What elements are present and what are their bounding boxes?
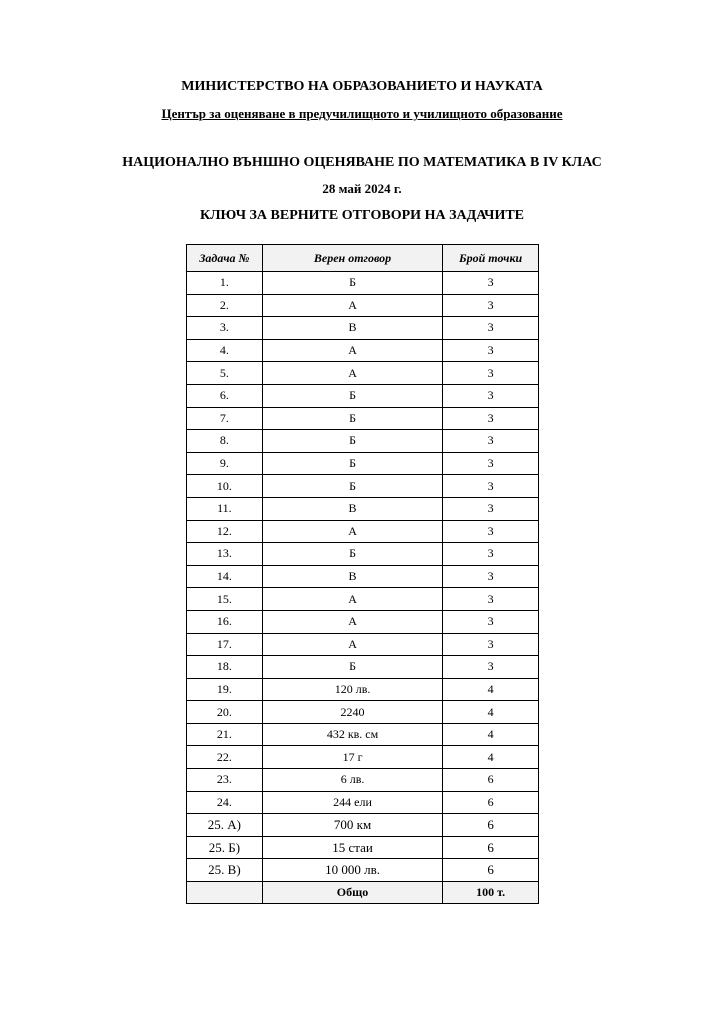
correct-answer: 700 км (262, 814, 442, 837)
table-row (187, 339, 539, 362)
table-row (187, 384, 539, 407)
table-row (187, 746, 539, 769)
points: 6 (443, 814, 539, 837)
exam-date: 28 май 2024 г. (322, 181, 402, 196)
table-row (187, 543, 539, 566)
task-number: 2. (187, 294, 263, 317)
total-row (187, 882, 539, 904)
task-number: 12. (187, 520, 263, 543)
task-number: 5. (187, 362, 263, 385)
table-row (187, 701, 539, 724)
task-number: 17. (187, 633, 263, 656)
correct-answer: В (262, 317, 442, 340)
points: 3 (443, 543, 539, 566)
task-number: 8. (187, 430, 263, 453)
correct-answer: А (262, 610, 442, 633)
exam-title: НАЦИОНАЛНО ВЪНШНО ОЦЕНЯВАНЕ ПО МАТЕМАТИКА В IV КЛАС (122, 155, 602, 170)
task-number: 20. (187, 701, 263, 724)
task-number: 16. (187, 610, 263, 633)
points: 3 (443, 656, 539, 679)
correct-answer: А (262, 588, 442, 611)
correct-answer: А (262, 294, 442, 317)
task-number: 3. (187, 317, 263, 340)
table-row (187, 656, 539, 679)
points: 3 (443, 339, 539, 362)
center-subheading: Център за оценяване в предучилищното и училищното образование (161, 106, 563, 121)
task-number: 25. А) (187, 814, 263, 837)
correct-answer: Б (262, 272, 442, 295)
total-label: Общо (262, 882, 442, 904)
table-row (187, 497, 539, 520)
points: 3 (443, 497, 539, 520)
table-row (187, 588, 539, 611)
points: 3 (443, 520, 539, 543)
total-points: 100 т. (443, 882, 539, 904)
points: 4 (443, 723, 539, 746)
table-row (187, 791, 539, 814)
column-header-answer: Верен отговор (262, 245, 442, 272)
task-number: 13. (187, 543, 263, 566)
task-number: 6. (187, 384, 263, 407)
points: 3 (443, 610, 539, 633)
points: 3 (443, 362, 539, 385)
task-number: 18. (187, 656, 263, 679)
table-row (187, 633, 539, 656)
points: 6 (443, 836, 539, 859)
table-row (187, 430, 539, 453)
points: 3 (443, 633, 539, 656)
correct-answer: 6 лв. (262, 769, 442, 792)
correct-answer: Б (262, 384, 442, 407)
points: 4 (443, 701, 539, 724)
ministry-heading: МИНИСТЕРСТВО НА ОБРАЗОВАНИЕТО И НАУКАТА (181, 79, 543, 94)
task-number: 9. (187, 452, 263, 475)
table-row (187, 859, 539, 882)
table-row (187, 362, 539, 385)
correct-answer: Б (262, 475, 442, 498)
points: 4 (443, 746, 539, 769)
points: 3 (443, 272, 539, 295)
points: 3 (443, 294, 539, 317)
correct-answer: 17 г (262, 746, 442, 769)
table-row (187, 317, 539, 340)
points: 3 (443, 384, 539, 407)
column-header-task: Задача № (187, 245, 263, 272)
task-number: 19. (187, 678, 263, 701)
points: 6 (443, 859, 539, 882)
total-empty-cell (187, 882, 263, 904)
correct-answer: 10 000 лв. (262, 859, 442, 882)
table-row (187, 272, 539, 295)
table-row (187, 452, 539, 475)
correct-answer: Б (262, 452, 442, 475)
table-row (187, 407, 539, 430)
points: 3 (443, 407, 539, 430)
task-number: 15. (187, 588, 263, 611)
table-row (187, 565, 539, 588)
correct-answer: Б (262, 430, 442, 453)
correct-answer: Б (262, 656, 442, 679)
table-row (187, 678, 539, 701)
correct-answer: А (262, 633, 442, 656)
correct-answer: А (262, 520, 442, 543)
points: 4 (443, 678, 539, 701)
correct-answer: Б (262, 543, 442, 566)
task-number: 4. (187, 339, 263, 362)
correct-answer: 15 стаи (262, 836, 442, 859)
table-row (187, 814, 539, 837)
correct-answer: Б (262, 407, 442, 430)
points: 3 (443, 565, 539, 588)
task-number: 10. (187, 475, 263, 498)
correct-answer: 432 кв. см (262, 723, 442, 746)
points: 3 (443, 452, 539, 475)
task-number: 11. (187, 497, 263, 520)
task-number: 7. (187, 407, 263, 430)
task-number: 21. (187, 723, 263, 746)
task-number: 22. (187, 746, 263, 769)
table-row (187, 610, 539, 633)
table-row (187, 475, 539, 498)
correct-answer: В (262, 497, 442, 520)
task-number: 14. (187, 565, 263, 588)
task-number: 1. (187, 272, 263, 295)
table-row (187, 723, 539, 746)
points: 3 (443, 475, 539, 498)
points: 6 (443, 791, 539, 814)
points: 6 (443, 769, 539, 792)
task-number: 25. Б) (187, 836, 263, 859)
correct-answer: А (262, 339, 442, 362)
answer-key-title: КЛЮЧ ЗА ВЕРНИТЕ ОТГОВОРИ НА ЗАДАЧИТЕ (199, 208, 525, 223)
column-header-points: Брой точки (443, 245, 539, 272)
correct-answer: А (262, 362, 442, 385)
table-header-row (187, 245, 539, 272)
correct-answer: 2240 (262, 701, 442, 724)
task-number: 23. (187, 769, 263, 792)
table-row (187, 836, 539, 859)
table-row (187, 769, 539, 792)
task-number: 24. (187, 791, 263, 814)
table-row (187, 294, 539, 317)
correct-answer: В (262, 565, 442, 588)
correct-answer: 120 лв. (262, 678, 442, 701)
table-row (187, 520, 539, 543)
answer-rows (187, 272, 539, 904)
points: 3 (443, 430, 539, 453)
answer-key-table (186, 244, 539, 904)
task-number: 25. В) (187, 859, 263, 882)
points: 3 (443, 317, 539, 340)
correct-answer: 244 ели (262, 791, 442, 814)
points: 3 (443, 588, 539, 611)
